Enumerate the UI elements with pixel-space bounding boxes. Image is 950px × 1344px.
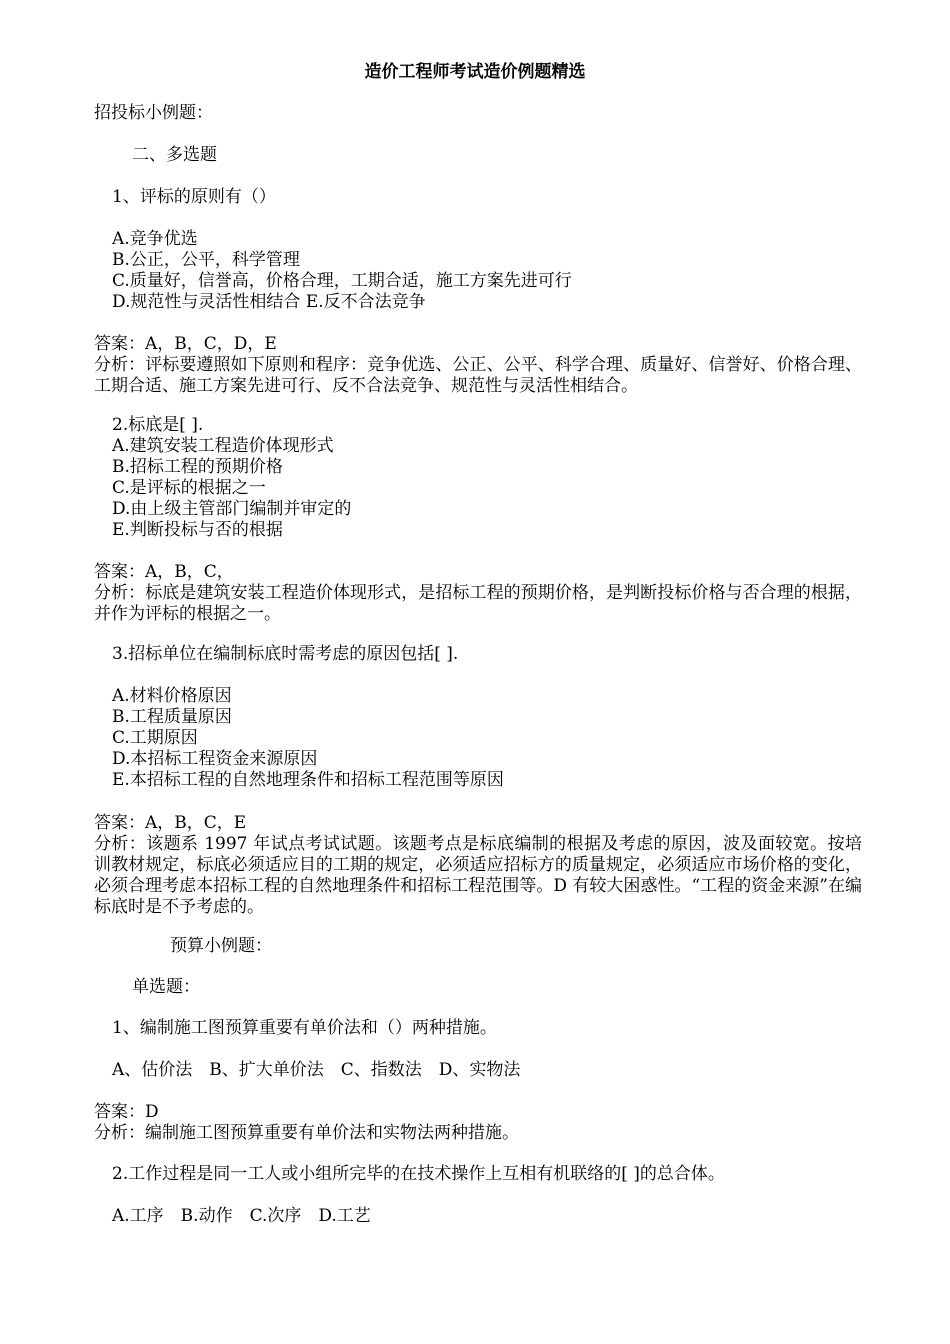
question-3-stem: 3.招标单位在编制标底时需考虑的原因包括[ ]. — [112, 644, 459, 664]
section-heading-budget: 预算小例题： — [170, 936, 272, 956]
budget-question-1-options: A、估价法 B、扩大单价法 C、指数法 D、实物法 — [112, 1060, 521, 1080]
section-heading-bidding: 招投标小例题： — [94, 103, 213, 123]
question-3-analysis: 分析：该题系 1997 年试点考试试题。该题考点是标底编制的根据及考虑的原因，波及面较宽。按培训教材规定，标底必须适应目的工期的规定，必须适应招标方的质量规定，必须适应市场价格的变化，必须合理考虑本招标工程的自然地理条件和招标工程范围等。D 有较大困惑性。“工程的资金来源”在编标底时是不予考虑的。 — [94, 834, 862, 917]
budget-question-2-options: A.工序 B.动作 C.次序 D.工艺 — [112, 1206, 371, 1226]
question-1-option-a: A.竞争优选 — [112, 229, 198, 249]
question-1-analysis: 分析：评标要遵照如下原则和程序：竞争优选、公正、公平、科学合理、质量好、信誉好、价格合理、工期合适、施工方案先进可行、反不合法竞争、规范性与灵活性相结合。 — [94, 355, 862, 396]
question-3-option-b: B.工程质量原因 — [112, 707, 232, 727]
section-subheading-single-choice: 单选题： — [132, 977, 200, 997]
question-3-option-a: A.材料价格原因 — [112, 686, 232, 706]
section-subheading-multiple-choice: 二、多选题 — [132, 145, 217, 165]
question-1-option-d-e: D.规范性与灵活性相结合 E.反不合法竞争 — [112, 292, 426, 312]
budget-question-1-stem: 1、编制施工图预算重要有单价法和（）两种措施。 — [112, 1018, 497, 1038]
question-2-answer: 答案：A，B，C， — [94, 562, 234, 582]
question-2-option-b: B.招标工程的预期价格 — [112, 457, 283, 477]
question-1-stem: 1、评标的原则有（） — [112, 187, 276, 207]
budget-question-2-stem: 2.工作过程是同一工人或小组所完毕的在技术操作上互相有机联络的[ ]的总合体。 — [112, 1164, 725, 1184]
question-2-stem: 2.标底是[ ]. — [112, 415, 204, 435]
question-3-option-c: C.工期原因 — [112, 728, 198, 748]
question-3-option-e: E.本招标工程的自然地理条件和招标工程范围等原因 — [112, 770, 504, 790]
question-2-option-e: E.判断投标与否的根据 — [112, 520, 283, 540]
question-2-option-a: A.建筑安装工程造价体现形式 — [112, 436, 334, 456]
question-2-option-c: C.是评标的根据之一 — [112, 478, 266, 498]
question-1-option-b: B.公正，公平，科学管理 — [112, 250, 300, 270]
question-3-option-d: D.本招标工程资金来源原因 — [112, 749, 318, 769]
question-2-option-d: D.由上级主管部门编制并审定的 — [112, 499, 352, 519]
question-1-answer: 答案：A，B，C，D，E — [94, 334, 277, 354]
question-1-option-c: C.质量好，信誉高，价格合理，工期合适，施工方案先进可行 — [112, 271, 572, 291]
budget-question-1-analysis: 分析：编制施工图预算重要有单价法和实物法两种措施。 — [94, 1123, 519, 1143]
question-2-analysis: 分析：标底是建筑安装工程造价体现形式，是招标工程的预期价格，是判断投标价格与否合理的根据，并作为评标的根据之一。 — [94, 583, 862, 624]
question-3-answer: 答案：A，B，C，E — [94, 813, 247, 833]
document-title: 造价工程师考试造价例题精选 — [364, 62, 586, 82]
budget-question-1-answer: 答案：D — [94, 1102, 159, 1122]
